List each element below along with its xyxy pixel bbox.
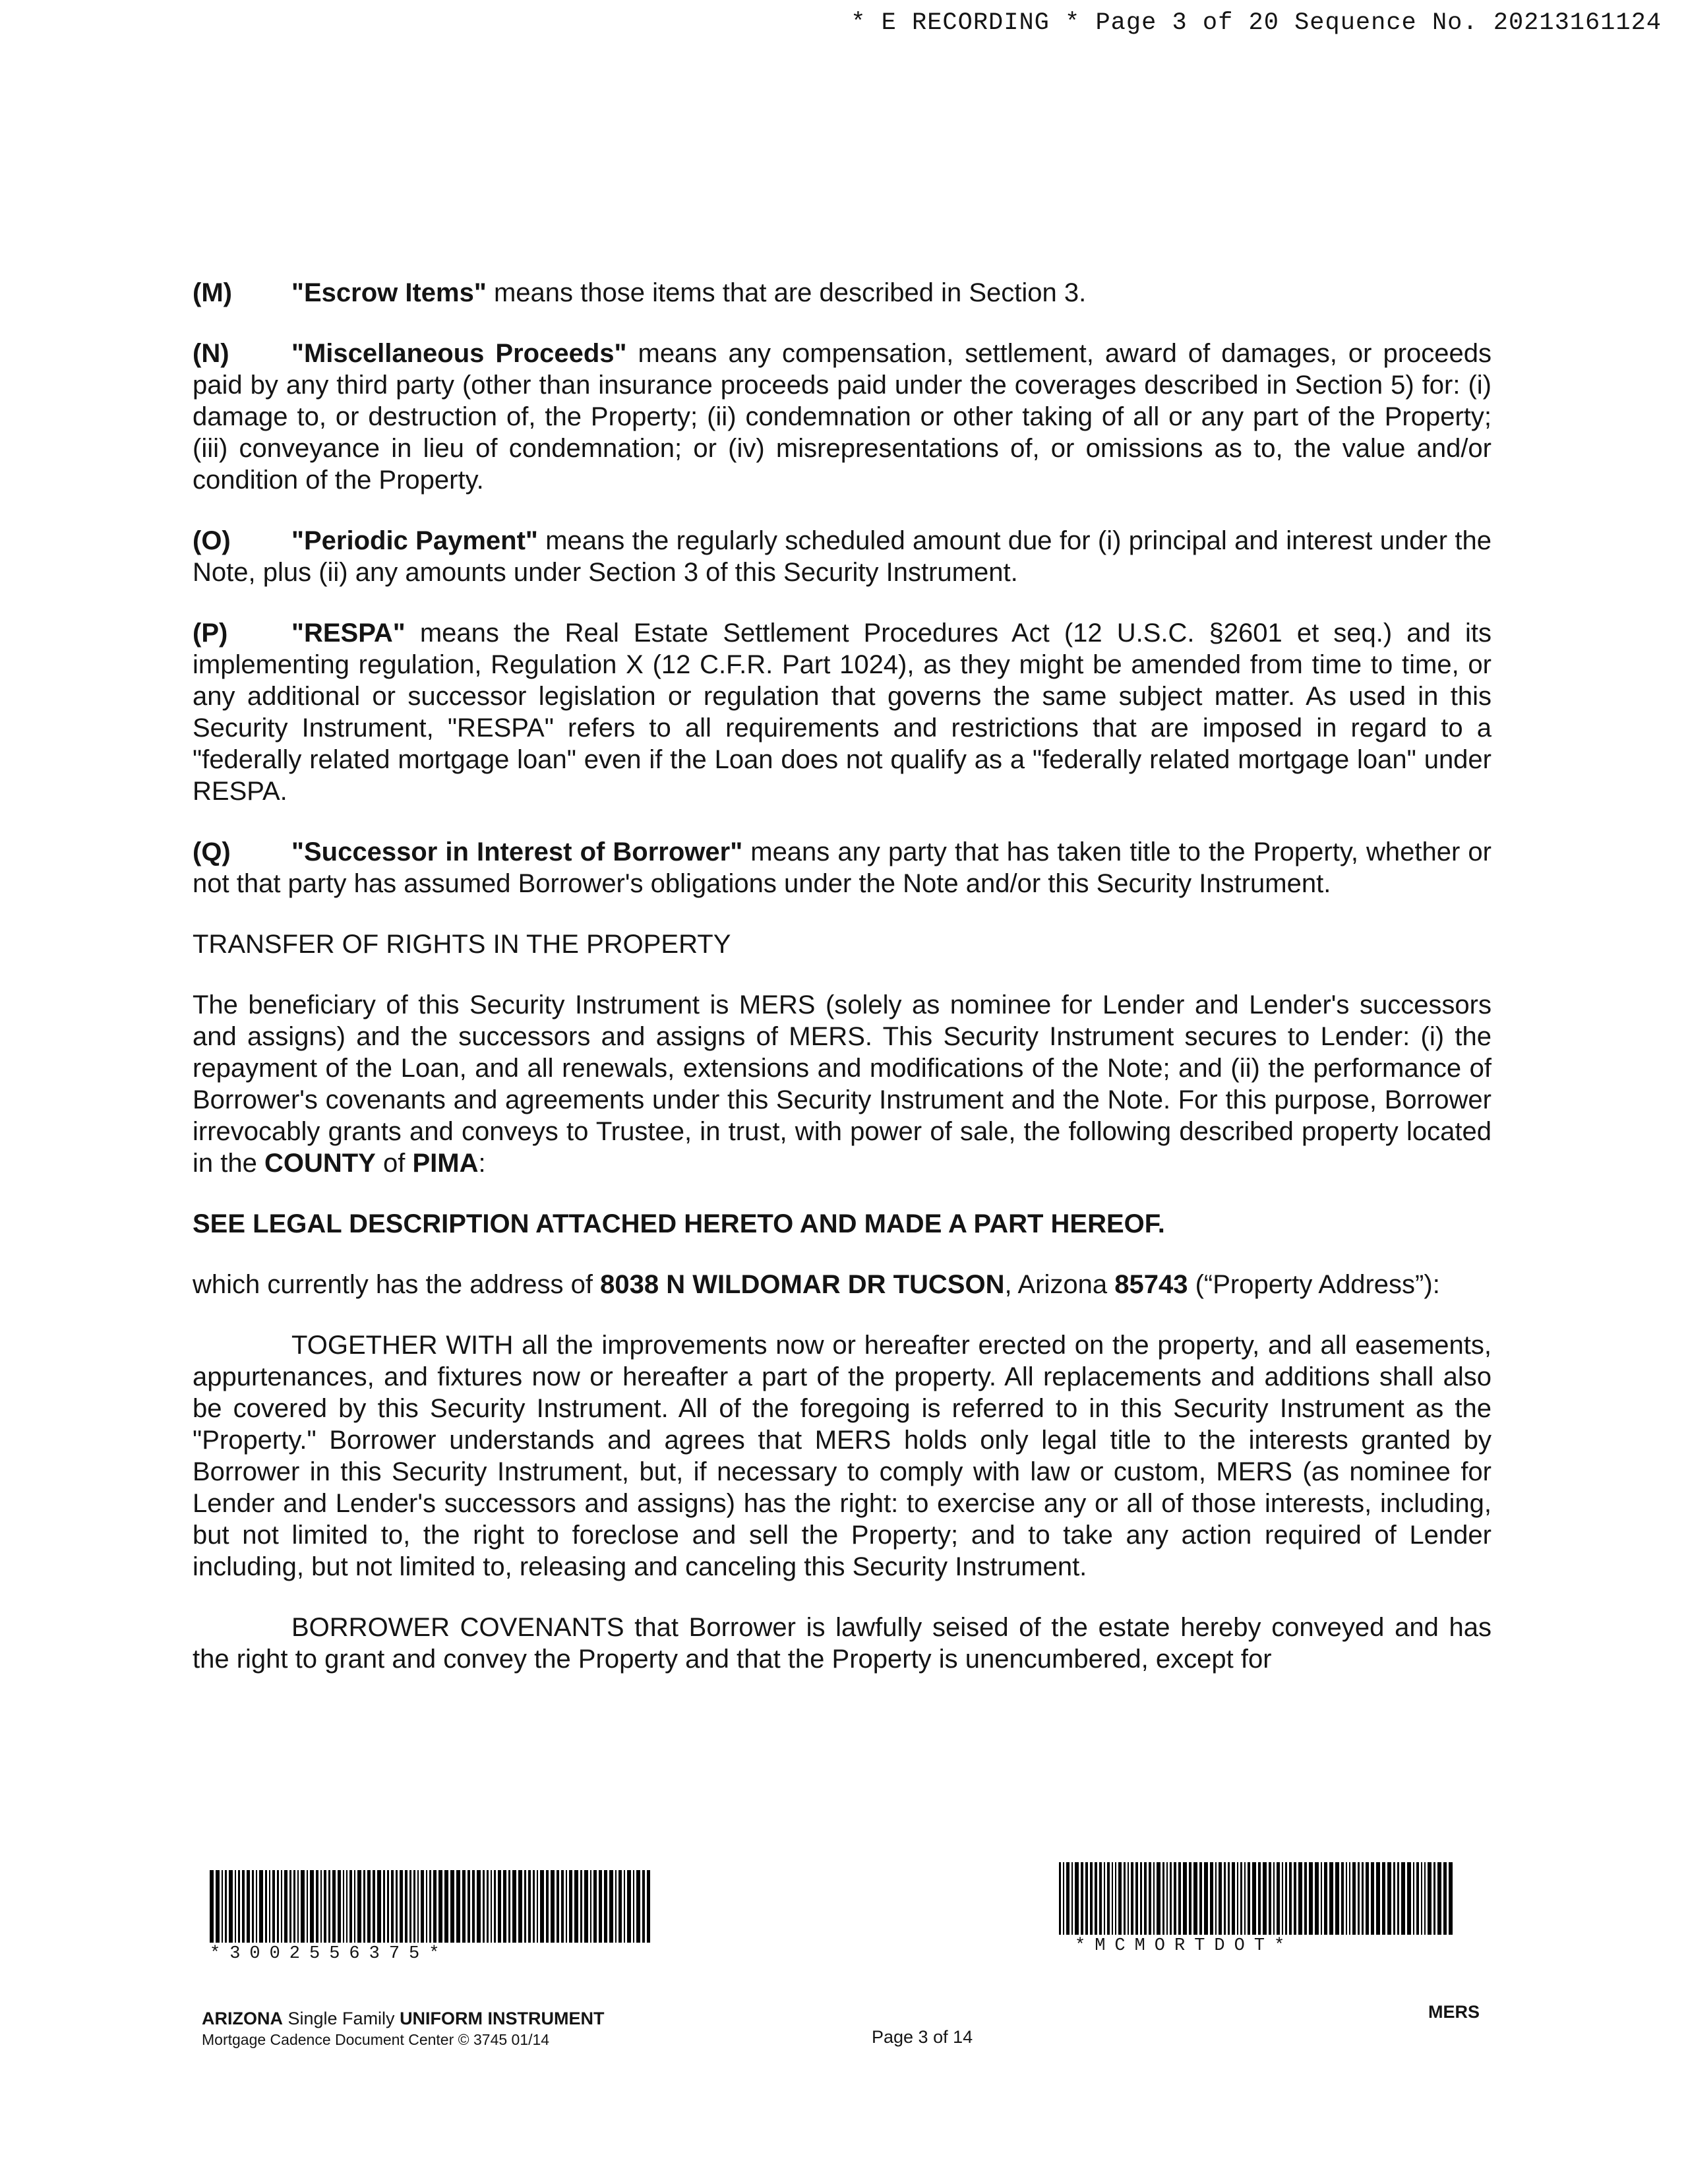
barcode-bar — [269, 1870, 270, 1943]
barcode-bar — [551, 1870, 555, 1943]
definition-text: means any party that has taken title to the Property, whether or not that party has assumed Borrower's obligations under the Note and/or this Security Instrument. — [193, 837, 1492, 898]
barcode-bar — [272, 1870, 275, 1943]
barcode-bar — [1413, 1862, 1414, 1935]
barcode-bar — [391, 1870, 394, 1943]
barcode-bar — [338, 1870, 341, 1943]
barcode-bar — [1371, 1862, 1374, 1935]
barcode-bar — [1112, 1862, 1113, 1935]
barcode-bar — [1289, 1862, 1292, 1935]
barcode-bar — [349, 1870, 352, 1943]
barcode-bar — [235, 1870, 236, 1943]
barcode-bar — [1294, 1862, 1296, 1935]
address-mid: , Arizona — [1004, 1270, 1115, 1299]
definition-term: "RESPA" — [291, 619, 406, 648]
barcode-bar — [580, 1870, 582, 1943]
borrower-covenants-paragraph: BORROWER COVENANTS that Borrower is lawfully seised of the estate hereby conveyed and has the right to grant and convey the Property and that the Property is unencumbered, except for — [193, 1613, 1492, 1674]
barcode-bar — [1124, 1862, 1126, 1935]
transfer-heading: TRANSFER OF RIGHTS IN THE PROPERTY — [193, 930, 731, 959]
definition-text: means those items that are described in Section 3. — [486, 278, 1087, 307]
definition-term: "Periodic Payment" — [291, 526, 538, 555]
barcode-bar — [483, 1870, 485, 1943]
barcode-right-text: *MCMORTDOT* — [1075, 1936, 1294, 1956]
barcode-bar — [1298, 1862, 1302, 1935]
barcode-bar — [225, 1870, 227, 1943]
barcode-bar — [1128, 1862, 1129, 1935]
barcode-bar — [1199, 1862, 1202, 1935]
barcode-bar — [1358, 1862, 1360, 1935]
barcode-bar — [1304, 1862, 1307, 1935]
barcode-bar — [405, 1870, 407, 1943]
barcode-bar — [467, 1870, 470, 1943]
barcode-bar — [346, 1870, 347, 1943]
barcode-bar — [546, 1870, 549, 1943]
definition-term: "Miscellaneous Proceeds" — [291, 339, 627, 368]
barcode-bar — [433, 1870, 437, 1943]
barcode-bar — [584, 1870, 588, 1943]
barcode-bar — [1285, 1862, 1287, 1935]
barcode-bar — [307, 1870, 308, 1943]
document-body — [193, 277, 1492, 1704]
barcode-bar — [387, 1870, 389, 1943]
barcode-bar — [1183, 1862, 1187, 1935]
barcode-bar — [624, 1870, 625, 1943]
barcode-bar — [216, 1870, 220, 1943]
barcode-bar — [1189, 1862, 1191, 1935]
barcode-bar — [1248, 1862, 1250, 1935]
barcode-bar — [1063, 1862, 1064, 1935]
barcode-bar — [265, 1870, 267, 1943]
barcode-bar — [277, 1870, 279, 1943]
barcode-left-text: *3002556375* — [210, 1944, 449, 1964]
definition-o — [193, 525, 1492, 588]
definition-label: (P) — [193, 619, 228, 648]
barcode-bar — [357, 1870, 361, 1943]
barcode-bar — [413, 1870, 415, 1943]
barcode-bar — [615, 1870, 617, 1943]
address-post: (“Property Address”): — [1188, 1270, 1440, 1299]
barcode-bar — [487, 1870, 489, 1943]
barcode-bar — [210, 1870, 214, 1943]
barcode-bar — [1443, 1862, 1447, 1935]
barcode-bar — [1282, 1862, 1283, 1935]
barcode-bar — [354, 1870, 355, 1943]
barcode-bar — [383, 1870, 385, 1943]
barcode-bar — [438, 1870, 442, 1943]
definition-text: means the regularly scheduled amount due for (i) principal and interest under the Note, plus (ii) any amounts under Section 3 of this Security Instrument. — [193, 526, 1492, 587]
barcode-bar — [1170, 1862, 1172, 1935]
barcode-bar — [518, 1870, 522, 1943]
barcode-bar — [1449, 1862, 1453, 1935]
of-word: of — [375, 1149, 413, 1178]
barcode-bar — [1341, 1862, 1344, 1935]
barcode-bar — [1178, 1862, 1181, 1935]
definition-label: (N) — [193, 339, 229, 368]
barcode-bar — [316, 1870, 318, 1943]
barcode-bar — [1232, 1862, 1235, 1935]
barcode-bar — [1107, 1862, 1110, 1935]
barcode-bar — [604, 1870, 607, 1943]
together-with-paragraph: TOGETHER WITH all the improvements now or hereafter erected on the property, and all easements, appurtenances, and fixtures now or hereafter a part of the property. All replacements and additions shall also be covered by this Security Instrument. All of the foregoing is referred to in this Security Instrument as the "Property." Borrower understands and agrees that MERS holds only legal title to the interests granted by Borrower in this Security Instrument, but, if necessary to comply with law or custom, MERS (as nominee for Lender and Lender's successors and assigns) has the right: to exercise any or all of those interests, including, but not limited to, the right to foreclose and sell the Property; and to take any action required of Lender including, but not limited to, releasing and canceling this Security Instrument. — [193, 1331, 1492, 1581]
definition-q — [193, 836, 1492, 899]
barcode-bar — [1240, 1862, 1242, 1935]
barcode-bar — [503, 1870, 506, 1943]
barcode-bar — [642, 1870, 645, 1943]
barcode-bar — [409, 1870, 411, 1943]
barcode-bar — [569, 1870, 572, 1943]
county-name: PIMA — [412, 1149, 479, 1178]
barcode-bar — [1273, 1862, 1275, 1935]
barcode-bar — [1309, 1862, 1313, 1935]
barcode-bar — [426, 1870, 427, 1943]
barcode-bar — [1135, 1862, 1138, 1935]
county-word: COUNTY — [264, 1149, 376, 1178]
barcode-bar — [320, 1870, 322, 1943]
barcode-bar — [1258, 1862, 1261, 1935]
mers-label: MERS — [1428, 2002, 1480, 2022]
definition-m — [193, 277, 1492, 309]
legal-description-heading: SEE LEGAL DESCRIPTION ATTACHED HERETO AND MADE A PART HEREOF. — [193, 1209, 1165, 1238]
barcode-bar — [289, 1870, 291, 1943]
barcode-bar — [524, 1870, 526, 1943]
barcode-bar — [1166, 1862, 1168, 1935]
definition-label: (M) — [193, 278, 232, 307]
definition-n — [193, 338, 1492, 496]
barcode-bar — [417, 1870, 419, 1943]
barcode-bar — [1362, 1862, 1364, 1935]
barcode-bar — [373, 1870, 375, 1943]
barcode-bar — [1376, 1862, 1380, 1935]
barcode-bar — [472, 1870, 475, 1943]
form-instrument: UNIFORM INSTRUMENT — [400, 2009, 605, 2028]
barcode-bar — [566, 1870, 567, 1943]
barcode-right — [1059, 1862, 1455, 1935]
barcode-bar — [462, 1870, 466, 1943]
recording-header: * E RECORDING * Page 3 of 20 Sequence No. 20213161124 — [851, 9, 1662, 37]
barcode-bar — [1228, 1862, 1230, 1935]
barcode-bar — [1329, 1862, 1333, 1935]
form-title — [202, 2009, 605, 2029]
barcode-bar — [1349, 1862, 1350, 1935]
barcode-bar — [574, 1870, 578, 1943]
barcode-bar — [1321, 1862, 1322, 1935]
barcode-bar — [1157, 1862, 1160, 1935]
barcode-bar — [324, 1870, 326, 1943]
property-street: 8038 N WILDOMAR DR TUCSON — [600, 1270, 1005, 1299]
barcode-bar — [1131, 1862, 1133, 1935]
barcode-bar — [252, 1870, 254, 1943]
barcode-bar — [477, 1870, 481, 1943]
barcode-bar — [1263, 1862, 1267, 1935]
property-zip: 85743 — [1114, 1270, 1188, 1299]
barcode-bar — [429, 1870, 431, 1943]
barcode-bar — [256, 1870, 257, 1943]
barcode-bar — [647, 1870, 650, 1943]
definition-text: means any compensation, settlement, award of damages, or proceeds paid by any third party (other than insurance proceeds paid under the coverages described in Section 5) for: (i) damage to, or destruction of, the Property; (ii) condemnation or other taking of all or any part of the Property; (iii) conveyance in lieu of condemnation; or (iv) misrepresentations of, or omissions as to, the value and/or condition of the Property. — [193, 339, 1492, 495]
barcode-bar — [533, 1870, 535, 1943]
barcode-left — [210, 1870, 652, 1943]
barcode-bar — [1140, 1862, 1142, 1935]
barcode-bar — [1059, 1862, 1061, 1935]
barcode-bar — [1115, 1862, 1116, 1935]
barcode-bar — [1144, 1862, 1147, 1935]
barcode-bar — [599, 1870, 602, 1943]
definition-term: "Escrow Items" — [291, 278, 487, 307]
barcode-bar — [222, 1870, 223, 1943]
barcode-bar — [1153, 1862, 1155, 1935]
barcode-bar — [1210, 1862, 1213, 1935]
definition-label: (O) — [193, 526, 231, 555]
barcode-bar — [1193, 1862, 1197, 1935]
barcode-bar — [1324, 1862, 1327, 1935]
barcode-bar — [1382, 1862, 1385, 1935]
barcode-bar — [1416, 1862, 1419, 1935]
barcode-bar — [1237, 1862, 1238, 1935]
barcode-bar — [332, 1870, 336, 1943]
barcode-bar — [1104, 1862, 1105, 1935]
barcode-bar — [242, 1870, 245, 1943]
barcode-bar — [593, 1870, 597, 1943]
barcode-bar — [633, 1870, 634, 1943]
barcode-bar — [609, 1870, 613, 1943]
definition-p — [193, 617, 1492, 807]
barcode-bar — [557, 1870, 559, 1943]
barcode-bar — [618, 1870, 622, 1943]
barcode-bar — [1244, 1862, 1246, 1935]
barcode-bar — [561, 1870, 564, 1943]
barcode-bar — [1428, 1862, 1432, 1935]
barcode-bar — [1352, 1862, 1356, 1935]
barcode-bar — [540, 1870, 544, 1943]
barcode-bar — [1401, 1862, 1405, 1935]
doc-center-line: Mortgage Cadence Document Center © 3745 01/14 — [202, 2031, 550, 2048]
barcode-bar — [1081, 1862, 1083, 1935]
barcode-bar — [229, 1870, 233, 1943]
barcode-bar — [1387, 1862, 1391, 1935]
barcode-bar — [444, 1870, 448, 1943]
barcode-bar — [1421, 1862, 1422, 1935]
definition-label: (Q) — [193, 837, 231, 866]
barcode-bar — [310, 1870, 314, 1943]
barcode-bar — [1252, 1862, 1256, 1935]
barcode-bar — [1071, 1862, 1073, 1935]
barcode-bar — [1269, 1862, 1271, 1935]
barcode-bar — [1149, 1862, 1151, 1935]
barcode-bar — [377, 1870, 381, 1943]
barcode-bar — [247, 1870, 250, 1943]
barcode-bar — [1215, 1862, 1217, 1935]
definition-term: "Successor in Interest of Borrower" — [291, 837, 743, 866]
barcode-bar — [494, 1870, 496, 1943]
barcode-bar — [1277, 1862, 1280, 1935]
barcode-bar — [400, 1870, 403, 1943]
page-number: Page 3 of 14 — [872, 2027, 973, 2047]
beneficiary-paragraph — [193, 989, 1492, 1179]
barcode-bar — [1315, 1862, 1319, 1935]
barcode-bar — [284, 1870, 287, 1943]
form-type: Single Family — [283, 2009, 400, 2028]
barcode-bar — [301, 1870, 305, 1943]
barcode-bar — [528, 1870, 531, 1943]
beneficiary-text: The beneficiary of this Security Instrument is MERS (solely as nominee for Lender and Lender's successors and assigns) and the successors and assigns of MERS. This Security Instrument secures to Lender: (i) the repayment of the Loan, and all renewals, extensions and modifications of the Note; and (ii) the performance of Borrower's covenants and agreements under this Security Instrument and the Note. For this purpose, Borrower irrevocably grants and conveys to Trustee, in trust, with power of sale, the following described property located in the — [193, 990, 1492, 1178]
barcode-bar — [1346, 1862, 1347, 1935]
barcode-bar — [1424, 1862, 1426, 1935]
barcode-bar — [1066, 1862, 1070, 1935]
definition-text: means the Real Estate Settlement Procedures Act (12 U.S.C. §2601 et seq.) and its implementing regulation, Regulation X (12 C.F.R. Part 1024), as they might be amended from time to time, or any additional or successor legislation or regulation that governs the same subject matter. As used in this Security Instrument, "RESPA" refers to all requirements and restrictions that are imposed in regard to a "federally related mortgage loan" even if the Loan does not qualify as a "federally related mortgage loan" under RESPA. — [193, 619, 1492, 806]
barcode-bar — [636, 1870, 640, 1943]
barcode-bar — [238, 1870, 240, 1943]
barcode-bar — [297, 1870, 299, 1943]
barcode-bar — [537, 1870, 538, 1943]
barcode-bar — [1085, 1862, 1088, 1935]
barcode-bar — [259, 1870, 263, 1943]
barcode-bar — [396, 1870, 398, 1943]
barcode-bar — [456, 1870, 460, 1943]
address-paragraph — [193, 1269, 1492, 1300]
barcode-bar — [1099, 1862, 1102, 1935]
barcode-bar — [1174, 1862, 1176, 1935]
barcode-bar — [1219, 1862, 1222, 1935]
barcode-bar — [343, 1870, 344, 1943]
barcode-bar — [1118, 1862, 1122, 1935]
barcode-bar — [1407, 1862, 1411, 1935]
barcode-bar — [1075, 1862, 1079, 1935]
barcode-bar — [590, 1870, 591, 1943]
barcode-bar — [421, 1870, 424, 1943]
barcode-bar — [498, 1870, 501, 1943]
barcode-bar — [1397, 1862, 1399, 1935]
barcode-bar — [363, 1870, 365, 1943]
barcode-bar — [450, 1870, 454, 1943]
barcode-bar — [1335, 1862, 1339, 1935]
barcode-bar — [1090, 1862, 1093, 1935]
colon: : — [478, 1149, 486, 1178]
barcode-bar — [293, 1870, 295, 1943]
barcode-bar — [1433, 1862, 1435, 1935]
barcode-bar — [281, 1870, 282, 1943]
address-pre: which currently has the address of — [193, 1270, 601, 1299]
barcode-bar — [491, 1870, 492, 1943]
barcode-bar — [367, 1870, 371, 1943]
barcode-bar — [508, 1870, 510, 1943]
barcode-bar — [627, 1870, 631, 1943]
barcode-bar — [1095, 1862, 1097, 1935]
barcode-bar — [1393, 1862, 1395, 1935]
barcode-bar — [1366, 1862, 1369, 1935]
barcode-bar — [1162, 1862, 1164, 1935]
barcode-bar — [1437, 1862, 1441, 1935]
form-state: ARIZONA — [202, 2009, 283, 2028]
barcode-bar — [328, 1870, 330, 1943]
barcode-bar — [1204, 1862, 1208, 1935]
barcode-bar — [512, 1870, 516, 1943]
barcode-bar — [1224, 1862, 1226, 1935]
